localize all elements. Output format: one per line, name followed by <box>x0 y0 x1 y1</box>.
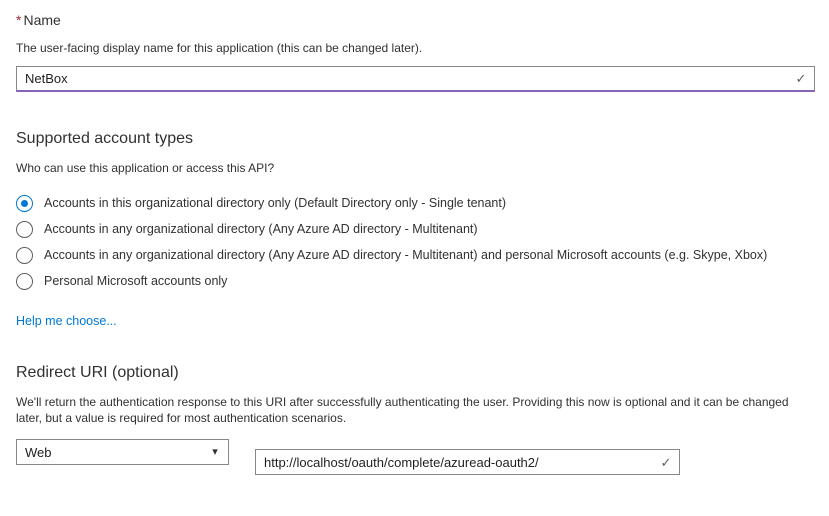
radio-option-personal-only[interactable] <box>16 268 815 294</box>
redirect-uri-heading: Redirect URI (optional) <box>16 364 179 381</box>
radio-icon[interactable] <box>16 273 33 290</box>
name-input[interactable] <box>16 66 815 92</box>
radio-option-multitenant[interactable] <box>16 216 815 242</box>
name-label-text: Name <box>23 12 61 28</box>
platform-select[interactable] <box>16 439 229 465</box>
redirect-uri-row <box>16 439 815 475</box>
checkmark-icon: ✓ <box>660 454 672 470</box>
radio-icon[interactable] <box>16 195 33 212</box>
name-label <box>16 10 815 30</box>
radio-option-label: Accounts in this organizational directory only (Default Directory only - Single tenant) <box>44 196 507 210</box>
chevron-down-icon[interactable]: ▾ <box>212 445 218 458</box>
radio-option-label: Accounts in any organizational directory (Any Azure AD directory - Multitenant) <box>44 222 478 236</box>
radio-icon[interactable] <box>16 247 33 264</box>
radio-option-label: Personal Microsoft accounts only <box>44 274 228 288</box>
redirect-uri-section <box>16 362 815 475</box>
supported-account-types-section <box>16 128 815 328</box>
redirect-uri-input-value[interactable]: http://localhost/oauth/complete/azuread-oauth2/ <box>264 454 539 470</box>
name-input-value[interactable]: NetBox <box>25 71 68 86</box>
checkmark-icon: ✓ <box>795 71 807 86</box>
name-description: The user-facing display name for this application (this can be changed later). <box>16 41 423 55</box>
radio-option-label: Accounts in any organizational directory (Any Azure AD directory - Multitenant) and personal Microsoft accounts (e.g. Skype, Xbox) <box>44 248 768 262</box>
radio-icon[interactable] <box>16 221 33 238</box>
platform-select-value[interactable]: Web <box>25 444 52 460</box>
redirect-uri-input[interactable] <box>255 449 680 475</box>
radio-option-multitenant-and-personal[interactable] <box>16 242 815 268</box>
account-types-heading: Supported account types <box>16 130 194 147</box>
required-asterisk: * <box>16 12 22 28</box>
help-me-choose-link[interactable]: Help me choose... <box>16 314 117 328</box>
redirect-uri-description: We'll return the authentication response to this URI after successfully authenticating the user. Providing this now is optional and it can be changed later, but a value is required for most authentication scenarios. <box>16 395 789 425</box>
radio-option-single-tenant[interactable] <box>16 190 815 216</box>
account-types-radio-group <box>16 190 815 294</box>
name-section <box>16 10 815 92</box>
account-types-description: Who can use this application or access this API? <box>16 161 275 175</box>
